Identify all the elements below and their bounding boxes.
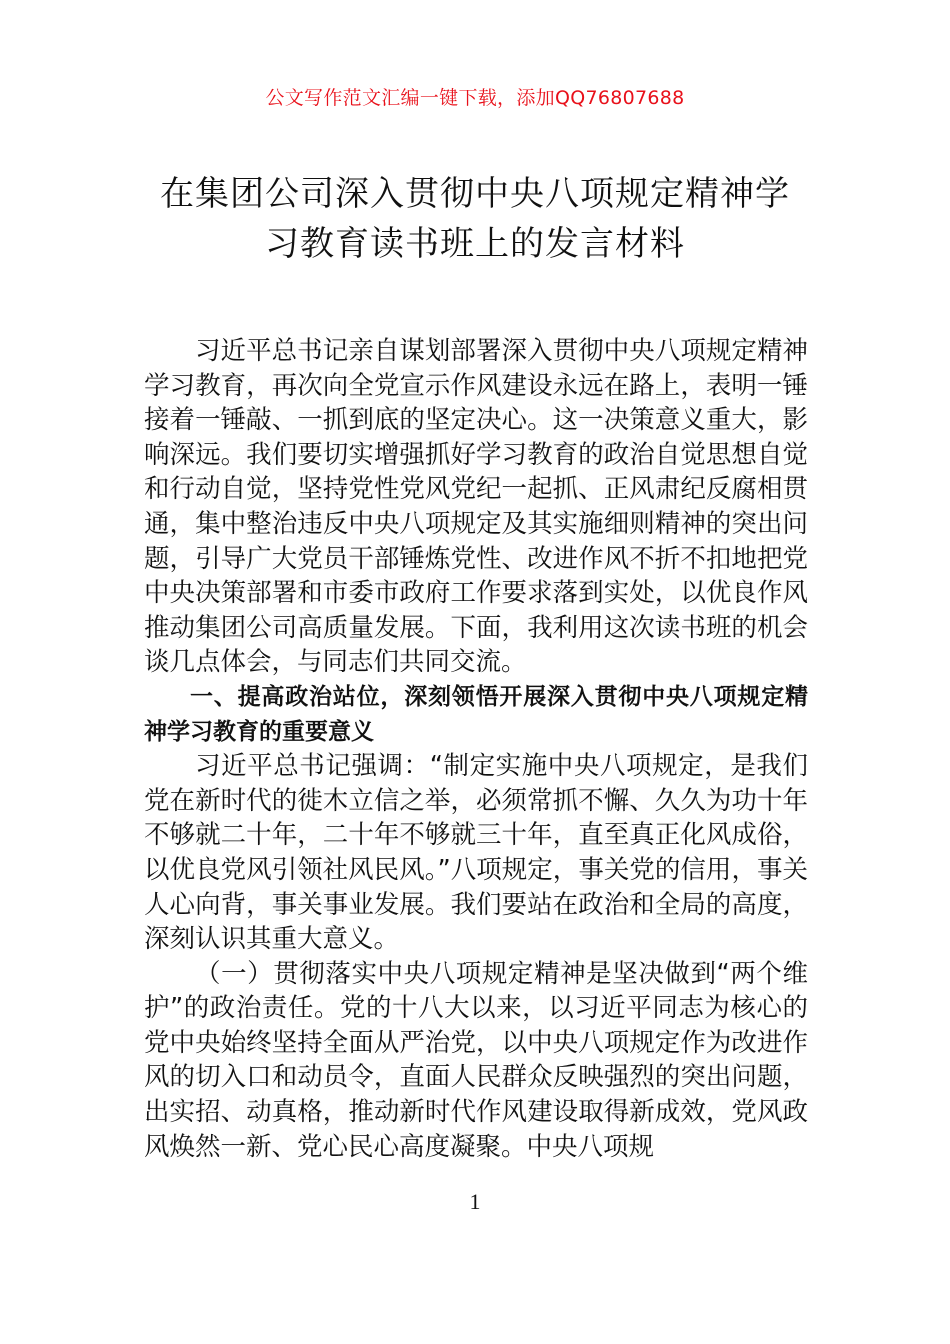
paragraph-subsection-1: （一）贯彻落实中央八项规定精神是坚决做到“两个维护”的政治责任。党的十八大以来，以习近平同志为核心的党中央始终坚持全面从严治党，以中央八项规定作为改进作风的切入口和动员令，直面人民群众反映强烈的突出问题，出实招、动真格，推动新时代作风建设取得新成效，党风政风焕然一新、党心民心高度凝聚。中央八项规 <box>144 958 808 1162</box>
section-heading-1: 一、提高政治站位，深刻领悟开展深入贯彻中央八项规定精神学习教育的重要意义 <box>144 683 808 745</box>
banner-text[interactable]: 公文写作范文汇编一键下载，添加QQ76807688 <box>265 87 685 109</box>
paragraph-intro: 习近平总书记亲自谋划部署深入贯彻中央八项规定精神学习教育，再次向全党宣示作风建设永远在路上，表明一锤接着一锤敲、一抓到底的坚定决心。这一决策意义重大，影响深远。我们要切实增强抓好学习教育的政治自觉思想自觉和行动自觉，坚持党性党风党纪一起抓、正风肃纪反腐相贯通，集中整治违反中央八项规定及其实施细则精神的突出问题，引导广大党员干部锤炼党性、改进作风不折不扣地把党中央决策部署和市委市政府工作要求落到实处，以优良作风推动集团公司高质量发展。下面，我利用这次读书班的机会谈几点体会，与同志们共同交流。 <box>144 336 808 678</box>
download-banner[interactable] <box>0 84 950 112</box>
document-title-line-2: 习教育读书班上的发言材料 <box>265 224 685 264</box>
paragraph-quote: 习近平总书记强调：“制定实施中央八项规定，是我们党在新时代的徙木立信之举，必须常抓不懈、久久为功十年不够就二十年，二十年不够就三十年，直至真正化风成俗，以优良党风引领社风民风。”八项规定，事关党的信用，事关人心向背，事关事业发展。我们要站在政治和全局的高度，深刻认识其重大意义。 <box>144 751 808 955</box>
page-number: 1 <box>469 1189 481 1214</box>
document-title-line-1: 在集团公司深入贯彻中央八项规定精神学 <box>160 174 790 214</box>
document-body <box>144 334 808 1164</box>
